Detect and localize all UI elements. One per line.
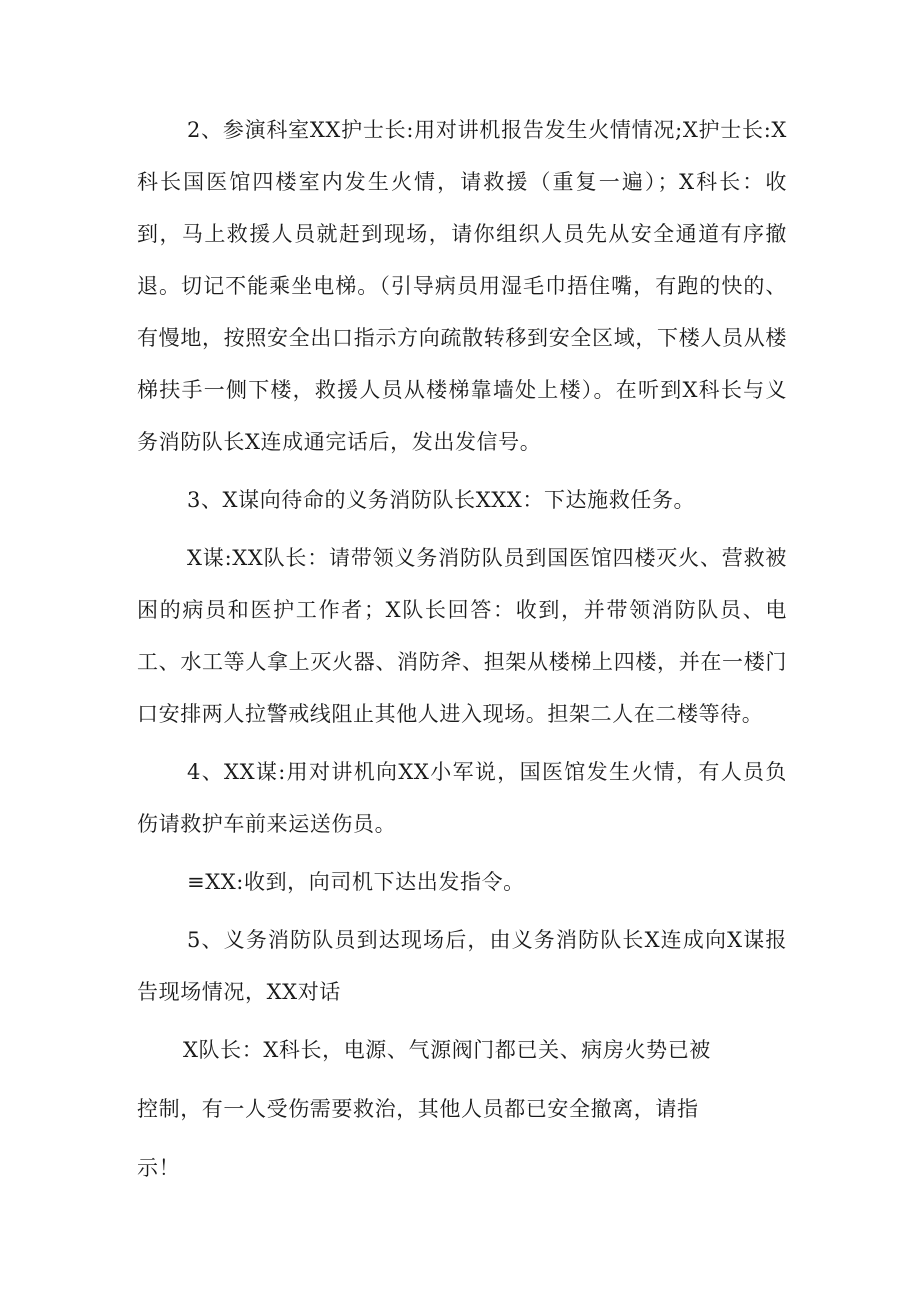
document-page (137, 104, 787, 1194)
paragraph-item-4: 4、XX谋:用对讲机向XX小军说，国医馆发生火情，有人员负伤请救护车前来运送伤员。 (137, 760, 787, 836)
dialogue-line-2: 控制，有一人受伤需要救治，其他人员都已安全撤离，请指 (137, 1097, 699, 1121)
paragraph-order: X谋:XX队长：请带领义务消防队员到国医馆四楼灭火、营救被困的病员和医护工作者；X队长回答：收到，并带领消防队员、电工、水工等人拿上灭火器、消防斧、担架从楼梯上四楼，并在一楼门口安排两人拉警戒线阻止其他人进入现场。担架二人在二楼等待。 (137, 546, 787, 726)
paragraph-item-3: 3、X谋向待命的义务消防队长XXX：下达施救任务。 (187, 488, 696, 512)
paragraph-item-2: 2、参演科室XX护士长:用对讲机报告发生火情情况;X护士长:X科长国医馆四楼室内发生火情，请救援（重复一遍）；X科长：收到，马上救援人员就赶到现场，请你组织人员先从安全通道有序撤退。切记不能乘坐电梯。（引导病员用湿毛巾捂住嘴，有跑的快的、有慢地，按照安全出口指示方向疏散转移到安全区域，下楼人员从楼梯扶手一侧下楼，救援人员从楼梯靠墙处上楼）。在听到X科长与义务消防队长X连成通完话后，发出发信号。 (137, 118, 787, 454)
paragraph-item-5: 5、义务消防队员到达现场后，由义务消防队长X连成向X谋报告现场情况，XX对话 (137, 928, 787, 1004)
paragraph-dialogue (137, 1024, 787, 1194)
paragraph-reply: ≡XX:收到，向司机下达出发指令。 (187, 870, 525, 894)
dialogue-line-1: X队长：X科长，电源、气源阀门都已关、病房火势已被 (183, 1038, 711, 1062)
dialogue-line-3: 示！ (137, 1156, 181, 1180)
